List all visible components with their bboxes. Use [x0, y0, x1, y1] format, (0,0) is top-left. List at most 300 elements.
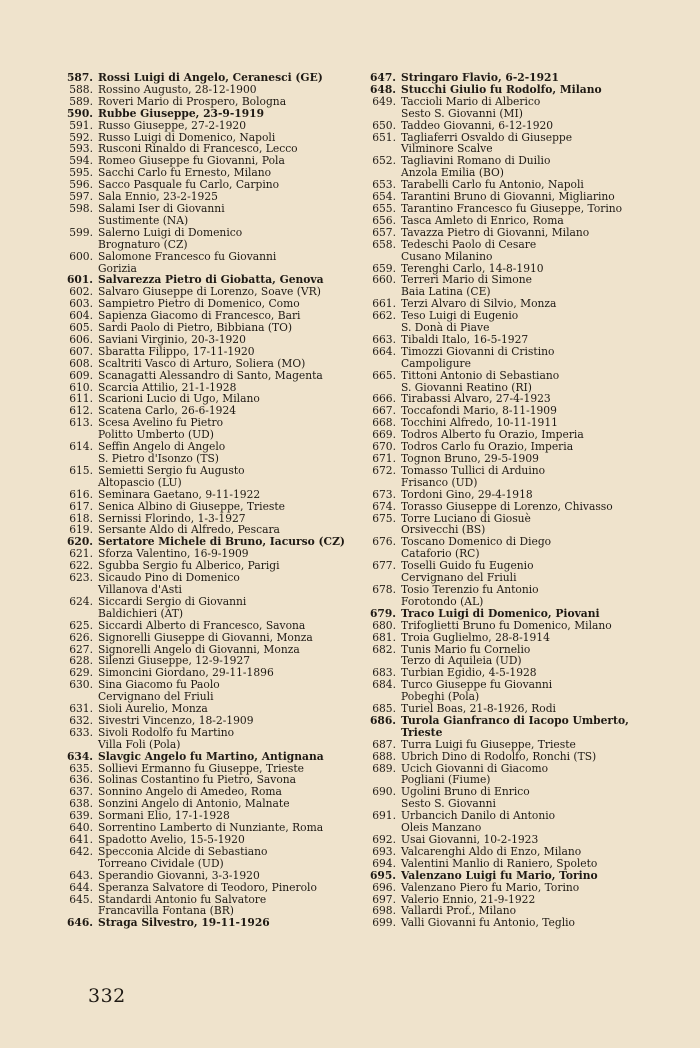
- entry-line: Sesto S. Giovanni: [401, 797, 496, 811]
- entry-number: 655.: [372, 201, 396, 215]
- entry-line: Tavazza Pietro di Giovanni, Milano: [401, 225, 590, 239]
- entry-number: 657.: [372, 225, 396, 239]
- page-number: 332: [88, 985, 126, 1007]
- entry-line: Salerno Luigi di Domenico: [98, 225, 243, 239]
- entry-number: 679.: [369, 606, 396, 620]
- entry-number: 604.: [69, 309, 93, 323]
- entry-number: 626.: [69, 630, 93, 644]
- entry-number: 690.: [372, 785, 396, 799]
- entry-line: Seminara Gaetano, 9-11-1922: [98, 487, 261, 501]
- entry-line: Usai Giovanni, 10-2-1923: [401, 833, 539, 846]
- entry-number: 672.: [372, 463, 396, 477]
- entry-text: [98, 751, 324, 763]
- entry-text: [98, 358, 305, 370]
- entry-number: 659.: [372, 261, 396, 275]
- entry-line: Valentini Manlio di Raniero, Spoleto: [401, 856, 598, 870]
- entry-number: 678.: [372, 582, 396, 596]
- entry-number: 674.: [372, 499, 396, 513]
- list-entry: [362, 513, 642, 537]
- entry-number: 670.: [372, 440, 396, 454]
- entry-line: Sardi Paolo di Pietro, Bibbiana (TO): [98, 321, 293, 335]
- entry-number: 677.: [372, 559, 396, 573]
- entry-number: 592.: [69, 130, 93, 144]
- entry-number: 625.: [69, 618, 93, 632]
- entry-number: 656.: [372, 213, 396, 227]
- entry-text: [401, 632, 550, 644]
- entry-line: Sormani Elio, 17-1-1928: [98, 809, 230, 823]
- list-entry: [58, 894, 358, 918]
- entry-number: 687.: [372, 737, 396, 751]
- entry-text: [401, 679, 552, 703]
- entry-number: 595.: [69, 166, 93, 180]
- entry-text: [401, 120, 553, 132]
- list-entry: [362, 810, 642, 834]
- entry-line: Toselli Guido fu Eugenio: [401, 559, 534, 573]
- entry-text: [401, 501, 613, 513]
- entry-number: 635.: [69, 761, 93, 775]
- entry-number: 694.: [372, 856, 396, 870]
- entry-line: Scarcia Attilio, 21-1-1928: [98, 380, 237, 394]
- list-entry: [362, 739, 642, 751]
- entry-text: [401, 620, 612, 632]
- entry-text: [98, 870, 260, 882]
- entry-text: [98, 96, 286, 108]
- list-entry: [58, 501, 358, 513]
- entry-number: 638.: [69, 797, 93, 811]
- entry-number: 684.: [372, 678, 396, 692]
- list-entry: [58, 370, 358, 382]
- entry-number: 602.: [69, 285, 93, 299]
- entry-number: 652.: [372, 154, 396, 168]
- list-entry: [58, 870, 358, 882]
- entry-number: 671.: [372, 452, 396, 465]
- entry-line: Trieste: [401, 725, 443, 739]
- entry-line: Tosio Terenzio fu Antonio: [401, 582, 539, 596]
- entry-line: Standardi Antonio fu Salvatore: [98, 892, 267, 906]
- entry-line: Cervignano del Friuli: [98, 690, 214, 704]
- entry-number: 650.: [372, 118, 396, 132]
- entry-text: [401, 370, 559, 394]
- entry-line: Salvaro Giuseppe di Lorenzo, Soave (VR): [98, 285, 321, 299]
- list-entry: [362, 536, 642, 560]
- entry-line: Valli Giovanni fu Antonio, Teglio: [401, 916, 575, 930]
- entry-text: [401, 858, 597, 870]
- right-column: [362, 72, 642, 929]
- entry-number: 634.: [66, 749, 93, 763]
- list-entry: [362, 132, 642, 156]
- entry-text: [98, 501, 285, 513]
- entry-text: [401, 786, 530, 810]
- entry-text: [98, 203, 225, 227]
- entry-number: 642.: [69, 844, 93, 858]
- entry-text: [401, 882, 579, 894]
- entry-text: [98, 108, 264, 120]
- list-entry: [58, 441, 358, 465]
- list-entry: [58, 120, 358, 132]
- entry-line: Tirabassi Alvaro, 27-4-1923: [401, 392, 551, 406]
- entry-text: [98, 917, 270, 929]
- entry-text: [401, 310, 518, 334]
- list-entry: [362, 215, 642, 227]
- entry-text: [401, 917, 575, 929]
- entry-line: Valerio Ennio, 21-9-1922: [401, 892, 536, 906]
- entry-text: [401, 346, 554, 370]
- entry-text: [98, 632, 313, 644]
- entry-line: Scatena Carlo, 26-6-1924: [98, 404, 237, 418]
- entry-number: 590.: [66, 106, 93, 120]
- list-entry: [362, 155, 642, 179]
- entry-number: 591.: [69, 118, 93, 132]
- entry-text: [98, 489, 260, 501]
- entry-number: 654.: [372, 190, 396, 204]
- list-entry: [362, 370, 642, 394]
- entry-line: Tarabelli Carlo fu Antonio, Napoli: [401, 178, 584, 192]
- entry-text: [401, 870, 598, 882]
- entry-number: 618.: [69, 511, 93, 525]
- list-entry: [362, 346, 642, 370]
- entry-text: [401, 155, 550, 179]
- entry-line: Terenghi Carlo, 14-8-1910: [401, 261, 544, 275]
- list-entry: [362, 560, 642, 584]
- entry-number: 628.: [69, 654, 93, 668]
- entry-line: Tibaldi Italo, 16-5-1927: [401, 332, 529, 346]
- list-entry: [362, 715, 642, 739]
- entry-text: [401, 239, 536, 263]
- entry-number: 615.: [69, 463, 93, 477]
- entry-line: Baia Latina (CE): [401, 285, 491, 299]
- entry-line: Tarantino Francesco fu Giuseppe, Torino: [401, 201, 623, 215]
- left-column: [58, 72, 358, 929]
- entry-number: 621.: [69, 547, 93, 561]
- entry-text: [98, 679, 220, 703]
- entry-line: Orsivecchi (BS): [401, 523, 486, 537]
- entry-line: Todros Alberto fu Orazio, Imperia: [401, 428, 584, 442]
- entry-number: 587.: [66, 71, 93, 84]
- entry-line: Sina Giacomo fu Paolo: [98, 678, 220, 692]
- entry-line: Valcarenghi Aldo di Enzo, Milano: [401, 844, 582, 858]
- entry-number: 596.: [69, 178, 93, 192]
- entry-line: Torasso Giuseppe di Lorenzo, Chivasso: [401, 499, 613, 513]
- entry-line: Scaltriti Vasco di Arturo, Soliera (MO): [98, 356, 306, 370]
- entry-number: 698.: [372, 904, 396, 918]
- entry-number: 682.: [372, 642, 396, 656]
- entry-line: Sorrentino Lamberto di Nunziante, Roma: [98, 821, 324, 835]
- entry-line: Valenzano Luigi fu Mario, Torino: [401, 868, 598, 882]
- list-entry: [58, 917, 358, 929]
- entry-number: 617.: [69, 499, 93, 513]
- entry-line: Tasca Amleto di Enrico, Roma: [401, 213, 564, 227]
- entry-number: 589.: [69, 94, 93, 108]
- entry-line: Straga Silvestro, 19-11-1926: [98, 916, 270, 930]
- entry-line: Tognon Bruno, 29-5-1909: [401, 452, 539, 465]
- entry-number: 609.: [69, 368, 93, 382]
- entry-line: Rossino Augusto, 28-12-1900: [98, 82, 257, 96]
- entry-number: 668.: [372, 416, 396, 430]
- entry-line: Tomasso Tullici di Arduino: [401, 463, 546, 477]
- entry-line: Salomone Francesco fu Giovanni: [98, 249, 277, 263]
- entry-number: 685.: [372, 702, 396, 716]
- entry-text: [401, 465, 545, 489]
- entry-number: 608.: [69, 356, 93, 370]
- entry-line: Terzo di Aquileia (UD): [401, 654, 522, 668]
- entry-number: 629.: [69, 666, 93, 680]
- entry-text: [401, 715, 629, 739]
- entry-line: Sesto S. Giovanni (MI): [401, 106, 523, 120]
- entry-line: Villa Foli (Pola): [98, 737, 181, 751]
- entry-number: 624.: [69, 594, 93, 608]
- entry-line: Torreano Cividale (UD): [98, 856, 224, 870]
- entry-line: Tordoni Gino, 29-4-1918: [401, 487, 533, 501]
- list-entry: [58, 727, 358, 751]
- entry-number: 647.: [369, 71, 396, 84]
- entry-line: Rubbe Giuseppe, 23-9-1919: [98, 106, 265, 120]
- entry-line: Speranza Salvatore di Teodoro, Pinerolo: [98, 880, 317, 894]
- entry-line: Simoncini Giordano, 29-11-1896: [98, 666, 274, 680]
- entry-line: Rossi Luigi di Angelo, Ceranesci (GE): [98, 71, 323, 84]
- list-entry: [362, 96, 642, 120]
- entry-number: 613.: [69, 416, 93, 430]
- list-entry: [362, 917, 642, 929]
- entry-line: Roveri Mario di Prospero, Bologna: [98, 94, 287, 108]
- entry-number: 600.: [69, 249, 93, 263]
- list-entry: [58, 465, 358, 489]
- entry-text: [98, 346, 255, 358]
- entry-line: Signorelli Giuseppe di Giovanni, Monza: [98, 630, 313, 644]
- entry-text: [98, 370, 323, 382]
- entry-line: Sioli Aurelio, Monza: [98, 702, 208, 716]
- list-entry: [58, 227, 358, 251]
- entry-number: 639.: [69, 809, 93, 823]
- entry-line: Tittoni Antonio di Sebastiano: [401, 368, 560, 382]
- list-entry: [58, 358, 358, 370]
- entry-text: [98, 572, 240, 596]
- entry-number: 695.: [369, 868, 396, 882]
- entry-line: Rusconi Rinaldo di Francesco, Lecco: [98, 142, 298, 156]
- list-entry: [362, 882, 642, 894]
- entry-line: Baldichieri (AT): [98, 606, 184, 620]
- entry-number: 597.: [69, 190, 93, 204]
- entry-text: [98, 251, 276, 275]
- entry-line: Salvarezza Pietro di Giobatta, Genova: [98, 273, 324, 287]
- entry-number: 692.: [372, 833, 396, 846]
- entry-line: Romeo Giuseppe fu Giovanni, Pola: [98, 154, 285, 168]
- entry-line: Sala Ennio, 23-2-1925: [98, 190, 218, 204]
- list-entry: [58, 108, 358, 120]
- entry-line: Timozzi Giovanni di Cristino: [401, 344, 555, 358]
- entry-number: 606.: [69, 332, 93, 346]
- entry-line: Russo Giuseppe, 27-2-1920: [98, 118, 247, 132]
- entry-line: Turola Gianfranco di Iacopo Umberto,: [401, 713, 629, 727]
- entry-line: Scanagatti Alessandro di Santo, Magenta: [98, 368, 323, 382]
- list-entry: [58, 882, 358, 894]
- entry-line: Teso Luigi di Eugenio: [401, 309, 519, 323]
- entry-line: Solinas Costantino fu Pietro, Savona: [98, 773, 297, 787]
- entry-number: 640.: [69, 821, 93, 835]
- entry-number: 605.: [69, 321, 93, 335]
- entry-text: [401, 763, 548, 787]
- entry-line: Ugolini Bruno di Enrico: [401, 785, 530, 799]
- entry-number: 665.: [372, 368, 396, 382]
- entry-number: 648.: [369, 82, 396, 96]
- entry-line: Traco Luigi di Domenico, Piovani: [401, 606, 600, 620]
- entry-text: [401, 608, 600, 620]
- entry-line: Tedeschi Paolo di Cesare: [401, 237, 537, 251]
- entry-number: 623.: [69, 571, 93, 585]
- entry-line: Saviani Virginio, 20-3-1920: [98, 332, 246, 346]
- list-entry: [362, 608, 642, 620]
- entry-number: 664.: [372, 344, 396, 358]
- entry-line: S. Giovanni Reatino (RI): [401, 380, 532, 394]
- entry-line: Campoligure: [401, 356, 471, 370]
- list-entry: [362, 679, 642, 703]
- entry-number: 643.: [69, 868, 93, 882]
- entry-line: Semietti Sergio fu Augusto: [98, 463, 245, 477]
- entry-number: 644.: [69, 880, 93, 894]
- entry-text: [401, 96, 540, 120]
- entry-line: Sivoli Rodolfo fu Martino: [98, 725, 235, 739]
- entry-line: Sertatore Michele di Bruno, Iacurso (CZ): [98, 535, 345, 549]
- entry-number: 614.: [69, 440, 93, 454]
- entry-text: [98, 465, 245, 489]
- entry-number: 658.: [372, 237, 396, 251]
- entry-line: Villanova d'Asti: [98, 582, 182, 596]
- entry-number: 649.: [372, 94, 396, 108]
- list-entry: [362, 227, 642, 239]
- entry-line: Tunis Mario fu Cornelio: [401, 642, 531, 656]
- entry-line: Sersante Aldo di Alfredo, Pescara: [98, 523, 280, 537]
- entry-line: Urbancich Danilo di Antonio: [401, 809, 556, 823]
- entry-text: [401, 132, 572, 156]
- list-entry: [58, 96, 358, 108]
- entry-line: Sperandio Giovanni, 3-3-1920: [98, 868, 260, 882]
- entry-line: Sforza Valentino, 16-9-1909: [98, 547, 249, 561]
- entry-number: 661.: [372, 297, 396, 311]
- entry-number: 641.: [69, 833, 93, 846]
- entry-text: [401, 227, 589, 239]
- entry-number: 607.: [69, 344, 93, 358]
- list-entry: [362, 489, 642, 501]
- entry-line: Sustimente (NA): [98, 213, 189, 227]
- list-entry: [58, 489, 358, 501]
- entry-number: 622.: [69, 559, 93, 573]
- entry-number: 681.: [372, 630, 396, 644]
- list-entry: [58, 346, 358, 358]
- list-entry: [362, 786, 642, 810]
- entry-line: Scarioni Lucio di Ugo, Milano: [98, 392, 260, 406]
- entry-line: Sernissi Florindo, 1-3-1927: [98, 511, 246, 525]
- list-entry: [58, 596, 358, 620]
- entry-number: 631.: [69, 702, 93, 716]
- list-entry: [362, 632, 642, 644]
- entry-line: Cervignano del Friuli: [401, 571, 517, 585]
- entry-text: [401, 584, 539, 608]
- list-entry: [362, 858, 642, 870]
- entry-text: [98, 882, 317, 894]
- entry-line: Sbaratta Filippo, 17-11-1920: [98, 344, 255, 358]
- entry-line: Salami Iser di Giovanni: [98, 201, 225, 215]
- list-entry: [362, 620, 642, 632]
- entry-line: Sgubba Sergio fu Alberico, Parigi: [98, 559, 280, 573]
- entry-number: 627.: [69, 642, 93, 656]
- entry-number: 612.: [69, 404, 93, 418]
- entry-line: Signorelli Angelo di Giovanni, Monza: [98, 642, 300, 656]
- entry-number: 611.: [69, 392, 93, 406]
- entry-line: Altopascio (LU): [98, 475, 182, 489]
- entry-text: [401, 644, 530, 668]
- entry-line: Tarantini Bruno di Giovanni, Migliarino: [401, 190, 615, 204]
- list-entry: [362, 751, 642, 763]
- entry-line: Spadotto Avelio, 15-5-1920: [98, 833, 245, 846]
- entry-line: Stringaro Flavio, 6-2-1921: [401, 71, 559, 84]
- entry-text: [98, 120, 246, 132]
- entry-number: 645.: [69, 892, 93, 906]
- entry-number: 686.: [369, 713, 396, 727]
- entry-line: Sampietro Pietro di Domenico, Como: [98, 297, 300, 311]
- entry-line: Slavgic Angelo fu Martino, Antignana: [98, 749, 324, 763]
- entry-line: S. Pietro d'Isonzo (TS): [98, 452, 219, 465]
- list-entry: [58, 632, 358, 644]
- entry-number: 599.: [69, 225, 93, 239]
- entry-line: Sivestri Vincenzo, 18-2-1909: [98, 713, 254, 727]
- entry-text: [98, 846, 267, 870]
- list-entry: [362, 763, 642, 787]
- entry-number: 676.: [372, 535, 396, 549]
- list-entry: [362, 644, 642, 668]
- list-entry: [362, 584, 642, 608]
- entry-number: 683.: [372, 666, 396, 680]
- list-entry: [362, 120, 642, 132]
- entry-number: 697.: [372, 892, 396, 906]
- entry-number: 637.: [69, 785, 93, 799]
- list-entry: [58, 203, 358, 227]
- entry-number: 689.: [372, 761, 396, 775]
- entry-number: 666.: [372, 392, 396, 406]
- entry-line: Turra Luigi fu Giuseppe, Trieste: [401, 737, 576, 751]
- entry-text: [98, 620, 305, 632]
- list-entry: [58, 572, 358, 596]
- entry-text: [98, 227, 242, 251]
- entry-line: Vallardi Prof., Milano: [401, 904, 517, 918]
- list-entry: [58, 620, 358, 632]
- entry-text: [401, 560, 534, 584]
- list-entry: [362, 310, 642, 334]
- entry-line: Oleis Manzano: [401, 821, 482, 835]
- entry-text: [401, 215, 564, 227]
- entry-number: 601.: [66, 273, 93, 287]
- entry-line: Seffin Angelo di Angelo: [98, 440, 226, 454]
- entry-number: 598.: [69, 201, 93, 215]
- entry-line: Cataforio (RC): [401, 547, 480, 561]
- entry-line: Politto Umberto (UD): [98, 428, 214, 442]
- entry-line: Terreri Mario di Simone: [401, 273, 532, 287]
- entry-line: Specconia Alcide di Sebastiano: [98, 844, 268, 858]
- entry-line: Pobeghi (Pola): [401, 690, 480, 704]
- entry-number: 669.: [372, 428, 396, 442]
- entry-number: 588.: [69, 82, 93, 96]
- list-entry: [362, 239, 642, 263]
- entry-line: Turbian Egidio, 4-5-1928: [401, 666, 537, 680]
- entry-number: 593.: [69, 142, 93, 156]
- entry-line: Toccafondi Mario, 8-11-1909: [401, 404, 557, 418]
- entry-line: Taccioli Mario di Alberico: [401, 94, 541, 108]
- entry-number: 663.: [372, 332, 396, 346]
- entry-line: Cusano Milanino: [401, 249, 493, 263]
- entry-line: Ucich Giovanni di Giacomo: [401, 761, 549, 775]
- entry-line: Sapienza Giacomo di Francesco, Bari: [98, 309, 301, 323]
- entry-number: 616.: [69, 487, 93, 501]
- entry-text: [401, 739, 576, 751]
- entry-text: [401, 513, 531, 537]
